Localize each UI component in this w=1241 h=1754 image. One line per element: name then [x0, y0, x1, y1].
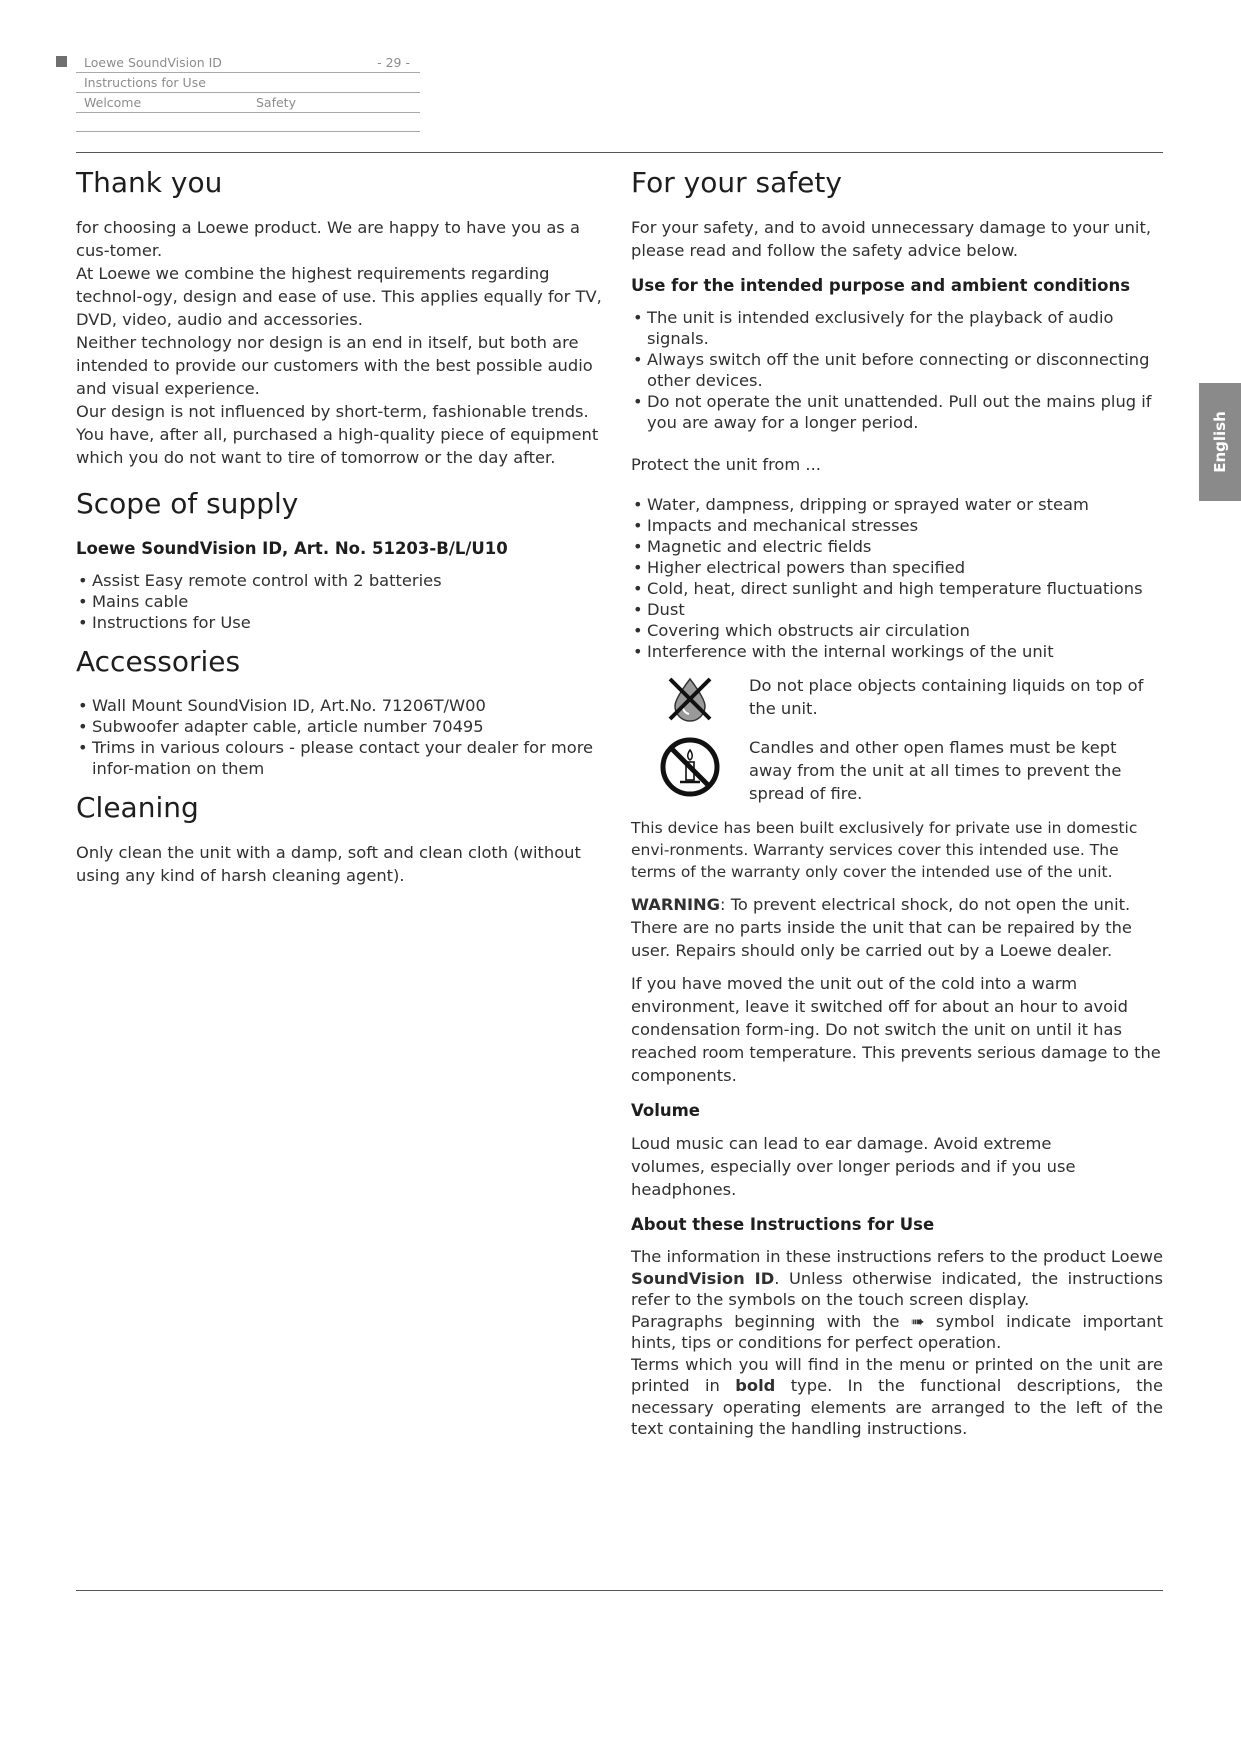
list-item: • Covering which obstructs air circulation: [631, 620, 1163, 641]
page-number: - 29 -: [377, 55, 410, 70]
scope-list: [76, 570, 608, 633]
warning-text: : To prevent electrical shock, do not open the unit. There are no parts inside the unit that can be repaired by the user. Repairs should only be carried out by a Loewe dealer.: [631, 895, 1132, 960]
volume-line: volumes, especially over longer periods and if you use headphones.: [631, 1157, 1076, 1199]
list-item: • Instructions for Use: [76, 612, 608, 633]
header-marker: [56, 56, 67, 67]
domestic-use-text: This device has been built exclusively for private use in domestic envi-ronments. Warranty services cover this intended use. The terms of the warranty only cover the intended use of the unit.: [631, 819, 1138, 881]
thank-you-paragraph: At Loewe we combine the highest requirements regarding technol-ogy, design and ease of use. This applies equally for TV, DVD, video, audio and accessories.: [76, 264, 602, 329]
use-heading: Use for the intended purpose and ambient conditions: [631, 276, 1131, 295]
accessories-section: [76, 645, 608, 779]
about-heading: About these Instructions for Use: [631, 1215, 935, 1234]
language-tab[interactable]: [1199, 383, 1241, 501]
cleaning-section: [76, 791, 608, 887]
volume-line: Loud music can lead to ear damage. Avoid extreme: [631, 1134, 1052, 1153]
volume-heading: Volume: [631, 1101, 700, 1120]
language-tab-label: English: [1211, 411, 1229, 473]
left-column: [76, 160, 608, 887]
cleaning-text: Only clean the unit with a damp, soft and clean cloth (without using any kind of harsh cleaning agent).: [76, 843, 581, 885]
header-row-empty: [76, 113, 420, 132]
top-rule: [76, 152, 1163, 153]
header-row-product: [76, 53, 420, 73]
about-paragraph: [631, 1354, 1163, 1440]
warning-label: WARNING: [631, 895, 721, 914]
safety-intro: For your safety, and to avoid unnecessary damage to your unit, please read and follow the safety advice below.: [631, 218, 1151, 260]
cleaning-title: Cleaning: [76, 791, 199, 824]
header-doc: Instructions for Use: [84, 75, 206, 90]
thank-you-paragraph: Neither technology nor design is an end in itself, but both are intended to provide our customers with the best possible audio and visual experience.: [76, 333, 593, 398]
thank-you-paragraph: Our design is not influenced by short-term, fashionable trends. You have, after all, purchased a high-quality piece of equipment which you do not want to tire of tomorrow or the day after.: [76, 402, 599, 467]
list-item: • Trims in various colours - please contact your dealer for more infor-mation on them: [76, 737, 608, 779]
accessories-list: [76, 695, 608, 779]
about-text: Terms which you will find in the menu or printed on the unit are printed in: [631, 1354, 1163, 1395]
accessories-title: Accessories: [76, 645, 241, 678]
thank-you-paragraph: for choosing a Loewe product. We are happy to have you as a cus-tomer.: [76, 218, 580, 260]
list-item: • Always switch off the unit before connecting or disconnecting other devices.: [631, 349, 1163, 391]
about-text: type. In the functional descriptions, the necessary operating elements are arranged to the left of the text containing the handling instructions.: [631, 1376, 1163, 1438]
liquid-warning-text: Do not place objects containing liquids on top of the unit.: [749, 676, 1144, 718]
header-row-doc: [76, 73, 420, 93]
about-text: . Unless otherwise indicated, the instructions refer to the symbols on the touch screen display.: [631, 1268, 1164, 1309]
list-item: • Wall Mount SoundVision ID, Art.No. 71206T/W00: [76, 695, 608, 716]
no-liquids-icon: [631, 674, 749, 724]
list-item: • Water, dampness, dripping or sprayed water or steam: [631, 494, 1163, 515]
use-list: [631, 307, 1163, 433]
list-item: • The unit is intended exclusively for the playback of audio signals.: [631, 307, 1163, 349]
product-name: SoundVision ID: [631, 1268, 775, 1288]
scope-subtitle: Loewe SoundVision ID, Art. No. 51203-B/L/U10: [76, 539, 508, 558]
list-item: • Dust: [631, 599, 1163, 620]
list-item: • Magnetic and electric fields: [631, 536, 1163, 557]
list-item: • Cold, heat, direct sunlight and high temperature fluctuations: [631, 578, 1163, 599]
header-product: Loewe SoundVision ID: [84, 55, 222, 70]
list-item: • Higher electrical powers than specified: [631, 557, 1163, 578]
safety-title: For your safety: [631, 166, 842, 199]
about-text: The information in these instructions refers to the product Loewe: [631, 1247, 1163, 1266]
list-item: • Impacts and mechanical stresses: [631, 515, 1163, 536]
liquid-warning: [631, 674, 1163, 724]
list-item: • Mains cable: [76, 591, 608, 612]
no-open-flame-icon: [631, 736, 749, 798]
header-section: Welcome: [84, 95, 142, 110]
header-subsection: Safety: [256, 95, 296, 110]
thank-you-title: Thank you: [76, 166, 223, 199]
bold-term: bold: [735, 1376, 776, 1395]
header-row-section: [76, 93, 420, 113]
condensation-text: If you have moved the unit out of the cold into a warm environment, leave it switched off for about an hour to avoid condensation form-ing. Do not switch the unit on until it has reached room temperature. This prevents serious damage to the components.: [631, 974, 1161, 1085]
list-item: • Do not operate the unit unattended. Pull out the mains plug if you are away for a longer period.: [631, 391, 1163, 433]
list-item: • Subwoofer adapter cable, article number 70495: [76, 716, 608, 737]
bottom-rule: [76, 1590, 1163, 1591]
flame-warning-text: Candles and other open flames must be kept away from the unit at all times to prevent the spread of fire.: [749, 738, 1122, 803]
about-paragraph: [631, 1246, 1163, 1311]
scope-section: [76, 487, 608, 633]
warning-paragraph: [631, 893, 1163, 962]
protect-intro: Protect the unit from ...: [631, 455, 821, 474]
right-column: [631, 160, 1163, 1440]
about-paragraph: Paragraphs beginning with the ➠ symbol indicate important hints, tips or conditions for perfect operation.: [631, 1311, 1163, 1352]
list-item: • Assist Easy remote control with 2 batteries: [76, 570, 608, 591]
running-header: [76, 53, 420, 132]
protect-list: [631, 494, 1163, 662]
scope-title: Scope of supply: [76, 487, 299, 520]
flame-warning: [631, 736, 1163, 805]
thank-you-section: [76, 166, 608, 469]
list-item: • Interference with the internal workings of the unit: [631, 641, 1163, 662]
